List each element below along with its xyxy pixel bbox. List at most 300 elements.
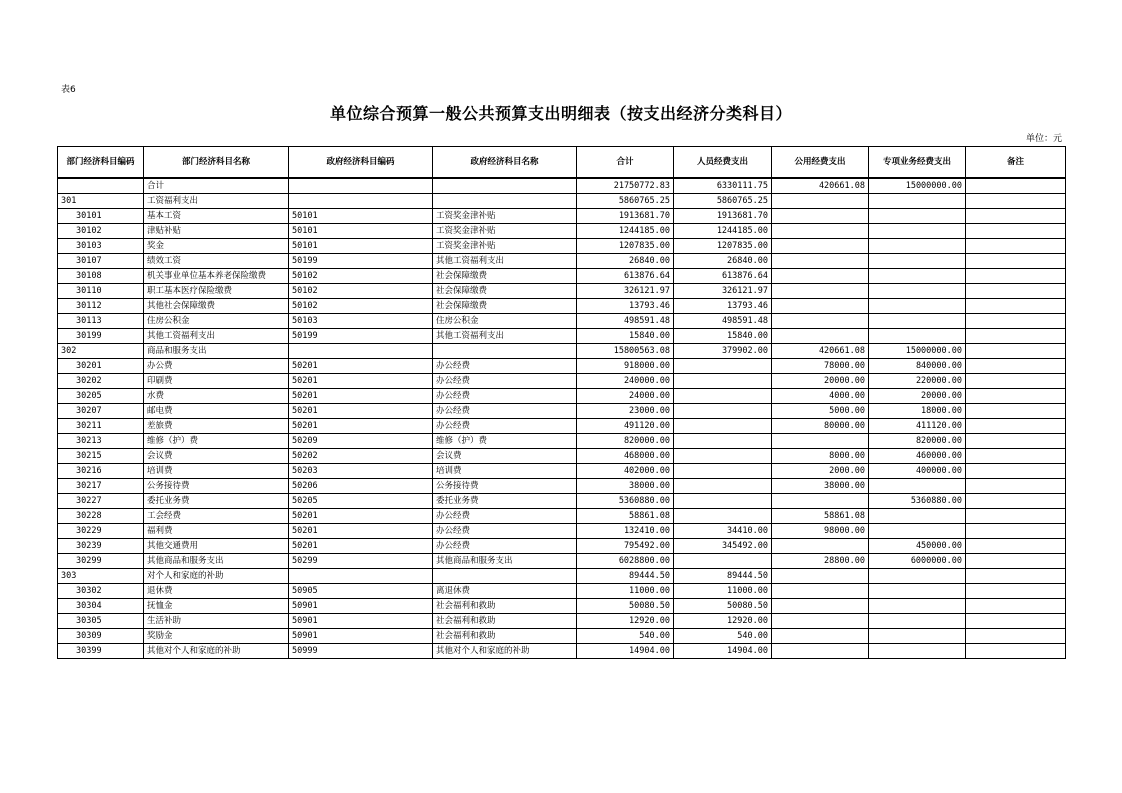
gov-name-cell: 维修（护）费: [433, 434, 577, 449]
special-cell: [869, 239, 966, 254]
note-cell: [966, 524, 1066, 539]
dept-name-cell: 印刷费: [144, 374, 289, 389]
gov-name-cell: [433, 344, 577, 359]
total-cell: 468000.00: [577, 449, 674, 464]
dept-code-cell: 30199: [58, 329, 144, 344]
dept-name-cell: 其他商品和服务支出: [144, 554, 289, 569]
dept-name-cell: 其他交通费用: [144, 539, 289, 554]
public-cell: 58861.08: [772, 509, 869, 524]
dept-name-cell: 福利费: [144, 524, 289, 539]
header-gov-name: 政府经济科目名称: [433, 147, 577, 179]
header-dept-code: 部门经济科目编码: [58, 147, 144, 179]
gov-code-cell: 50999: [289, 644, 433, 659]
total-cell: 132410.00: [577, 524, 674, 539]
gov-code-cell: 50901: [289, 629, 433, 644]
gov-code-cell: 50203: [289, 464, 433, 479]
total-cell: 820000.00: [577, 434, 674, 449]
dept-name-cell: 机关事业单位基本养老保险缴费: [144, 269, 289, 284]
header-public: 公用经费支出: [772, 147, 869, 179]
special-cell: [869, 194, 966, 209]
gov-code-cell: 50103: [289, 314, 433, 329]
special-cell: [869, 299, 966, 314]
dept-name-cell: 工资福利支出: [144, 194, 289, 209]
total-cell: 50080.50: [577, 599, 674, 614]
public-cell: [772, 644, 869, 659]
gov-name-cell: 其他工资福利支出: [433, 329, 577, 344]
gov-name-cell: 办公经费: [433, 404, 577, 419]
note-cell: [966, 359, 1066, 374]
gov-name-cell: 其他对个人和家庭的补助: [433, 644, 577, 659]
public-cell: 5000.00: [772, 404, 869, 419]
gov-code-cell: 50901: [289, 599, 433, 614]
note-cell: [966, 644, 1066, 659]
table-row: [58, 644, 1066, 659]
personnel-cell: [674, 479, 772, 494]
personnel-cell: [674, 404, 772, 419]
note-cell: [966, 224, 1066, 239]
gov-name-cell: 社会福利和救助: [433, 614, 577, 629]
gov-code-cell: 50209: [289, 434, 433, 449]
total-cell: 15840.00: [577, 329, 674, 344]
total-cell: 11000.00: [577, 584, 674, 599]
gov-name-cell: 工资奖金津补贴: [433, 239, 577, 254]
note-cell: [966, 479, 1066, 494]
special-cell: [869, 614, 966, 629]
special-cell: [869, 479, 966, 494]
total-cell: 1913681.70: [577, 209, 674, 224]
note-cell: [966, 344, 1066, 359]
dept-code-cell: 30399: [58, 644, 144, 659]
special-cell: [869, 314, 966, 329]
personnel-cell: 12920.00: [674, 614, 772, 629]
dept-name-cell: 维修（护）费: [144, 434, 289, 449]
unit-label: 单位：元: [1025, 134, 1062, 144]
table-row: [58, 584, 1066, 599]
public-cell: [772, 254, 869, 269]
gov-code-cell: 50102: [289, 269, 433, 284]
note-cell: [966, 599, 1066, 614]
note-cell: [966, 374, 1066, 389]
table-row: [58, 569, 1066, 584]
dept-code-cell: 303: [58, 569, 144, 584]
note-cell: [966, 254, 1066, 269]
total-cell: 12920.00: [577, 614, 674, 629]
table-row: [58, 419, 1066, 434]
table-row: [58, 284, 1066, 299]
dept-code-cell: 30302: [58, 584, 144, 599]
public-cell: [772, 569, 869, 584]
table-row: [58, 209, 1066, 224]
personnel-cell: 50080.50: [674, 599, 772, 614]
note-cell: [966, 209, 1066, 224]
gov-code-cell: 50201: [289, 359, 433, 374]
dept-name-cell: 委托业务费: [144, 494, 289, 509]
note-cell: [966, 554, 1066, 569]
gov-code-cell: 50201: [289, 419, 433, 434]
dept-name-cell: 商品和服务支出: [144, 344, 289, 359]
gov-code-cell: 50299: [289, 554, 433, 569]
special-cell: 460000.00: [869, 449, 966, 464]
total-cell: 918000.00: [577, 359, 674, 374]
dept-code-cell: 30101: [58, 209, 144, 224]
total-cell: 795492.00: [577, 539, 674, 554]
gov-code-cell: 50201: [289, 539, 433, 554]
gov-name-cell: 社会福利和救助: [433, 629, 577, 644]
note-cell: [966, 299, 1066, 314]
table-row: [58, 554, 1066, 569]
table-row: [58, 614, 1066, 629]
table-row: [58, 404, 1066, 419]
dept-name-cell: 其他对个人和家庭的补助: [144, 644, 289, 659]
special-cell: 18000.00: [869, 404, 966, 419]
note-cell: [966, 284, 1066, 299]
note-cell: [966, 239, 1066, 254]
dept-name-cell: 邮电费: [144, 404, 289, 419]
gov-code-cell: 50205: [289, 494, 433, 509]
personnel-cell: 326121.97: [674, 284, 772, 299]
dept-code-cell: 302: [58, 344, 144, 359]
dept-name-cell: 奖励金: [144, 629, 289, 644]
gov-name-cell: 办公经费: [433, 524, 577, 539]
personnel-cell: 14904.00: [674, 644, 772, 659]
special-cell: 220000.00: [869, 374, 966, 389]
gov-name-cell: 办公经费: [433, 374, 577, 389]
dept-code-cell: 30239: [58, 539, 144, 554]
total-cell: 5860765.25: [577, 194, 674, 209]
header-personnel: 人员经费支出: [674, 147, 772, 179]
dept-code-cell: 30227: [58, 494, 144, 509]
table-row: [58, 224, 1066, 239]
total-cell: 240000.00: [577, 374, 674, 389]
note-cell: [966, 464, 1066, 479]
table-row: [58, 494, 1066, 509]
special-cell: 20000.00: [869, 389, 966, 404]
special-cell: [869, 584, 966, 599]
personnel-cell: 26840.00: [674, 254, 772, 269]
total-cell: 38000.00: [577, 479, 674, 494]
gov-name-cell: 培训费: [433, 464, 577, 479]
dept-code-cell: 30201: [58, 359, 144, 374]
public-cell: [772, 269, 869, 284]
personnel-cell: [674, 554, 772, 569]
gov-code-cell: 50201: [289, 374, 433, 389]
gov-code-cell: 50102: [289, 284, 433, 299]
note-cell: [966, 329, 1066, 344]
gov-code-cell: 50102: [289, 299, 433, 314]
gov-name-cell: 社会保障缴费: [433, 299, 577, 314]
total-cell: 6028800.00: [577, 554, 674, 569]
header-gov-code: 政府经济科目编码: [289, 147, 433, 179]
gov-name-cell: 离退休费: [433, 584, 577, 599]
special-cell: 5360880.00: [869, 494, 966, 509]
personnel-cell: [674, 494, 772, 509]
personnel-cell: [674, 419, 772, 434]
header-total: 合计: [577, 147, 674, 179]
total-cell: 23000.00: [577, 404, 674, 419]
note-cell: [966, 314, 1066, 329]
dept-code-cell: 301: [58, 194, 144, 209]
personnel-cell: 379902.00: [674, 344, 772, 359]
gov-code-cell: [289, 194, 433, 209]
dept-code-cell: [58, 178, 144, 194]
dept-name-cell: 会议费: [144, 449, 289, 464]
special-cell: [869, 524, 966, 539]
dept-name-cell: 退休费: [144, 584, 289, 599]
header-dept-name: 部门经济科目名称: [144, 147, 289, 179]
dept-code-cell: 30217: [58, 479, 144, 494]
dept-name-cell: 职工基本医疗保险缴费: [144, 284, 289, 299]
total-cell: 14904.00: [577, 644, 674, 659]
gov-name-cell: [433, 194, 577, 209]
total-cell: 5360880.00: [577, 494, 674, 509]
table-number: 表6: [61, 85, 76, 95]
personnel-cell: 11000.00: [674, 584, 772, 599]
total-cell: 15800563.08: [577, 344, 674, 359]
note-cell: [966, 539, 1066, 554]
gov-name-cell: 办公经费: [433, 509, 577, 524]
gov-name-cell: 社会保障缴费: [433, 284, 577, 299]
note-cell: [966, 614, 1066, 629]
dept-name-cell: 差旅费: [144, 419, 289, 434]
dept-code-cell: 30229: [58, 524, 144, 539]
public-cell: [772, 239, 869, 254]
table-row: [58, 599, 1066, 614]
public-cell: 78000.00: [772, 359, 869, 374]
public-cell: [772, 209, 869, 224]
dept-code-cell: 30213: [58, 434, 144, 449]
special-cell: 6000000.00: [869, 554, 966, 569]
table-row: [58, 434, 1066, 449]
total-cell: 540.00: [577, 629, 674, 644]
dept-name-cell: 合计: [144, 178, 289, 194]
table-row: [58, 374, 1066, 389]
gov-name-cell: 会议费: [433, 449, 577, 464]
gov-code-cell: 50201: [289, 509, 433, 524]
gov-name-cell: 其他商品和服务支出: [433, 554, 577, 569]
gov-name-cell: [433, 178, 577, 194]
gov-code-cell: 50905: [289, 584, 433, 599]
special-cell: [869, 329, 966, 344]
total-cell: 26840.00: [577, 254, 674, 269]
gov-code-cell: [289, 178, 433, 194]
personnel-cell: [674, 374, 772, 389]
special-cell: 400000.00: [869, 464, 966, 479]
table-row: [58, 389, 1066, 404]
table-row: [58, 479, 1066, 494]
gov-code-cell: 50206: [289, 479, 433, 494]
note-cell: [966, 269, 1066, 284]
special-cell: [869, 224, 966, 239]
note-cell: [966, 449, 1066, 464]
table-row: [58, 299, 1066, 314]
special-cell: [869, 269, 966, 284]
gov-code-cell: 50202: [289, 449, 433, 464]
gov-name-cell: 办公经费: [433, 539, 577, 554]
public-cell: 420661.08: [772, 344, 869, 359]
dept-code-cell: 30113: [58, 314, 144, 329]
gov-code-cell: 50201: [289, 389, 433, 404]
table-row: [58, 254, 1066, 269]
public-cell: [772, 539, 869, 554]
header-special: 专项业务经费支出: [869, 147, 966, 179]
dept-code-cell: 30216: [58, 464, 144, 479]
public-cell: 80000.00: [772, 419, 869, 434]
personnel-cell: 13793.46: [674, 299, 772, 314]
note-cell: [966, 389, 1066, 404]
table-row: [58, 329, 1066, 344]
table-body: [58, 178, 1066, 659]
public-cell: [772, 599, 869, 614]
note-cell: [966, 584, 1066, 599]
dept-code-cell: 30309: [58, 629, 144, 644]
personnel-cell: 1913681.70: [674, 209, 772, 224]
personnel-cell: 6330111.75: [674, 178, 772, 194]
special-cell: 820000.00: [869, 434, 966, 449]
personnel-cell: 498591.48: [674, 314, 772, 329]
dept-name-cell: 公务接待费: [144, 479, 289, 494]
gov-code-cell: 50199: [289, 254, 433, 269]
dept-code-cell: 30108: [58, 269, 144, 284]
header-note: 备注: [966, 147, 1066, 179]
page-title: 单位综合预算一般公共预算支出明细表（按支出经济分类科目）: [329, 104, 792, 123]
personnel-cell: 613876.64: [674, 269, 772, 284]
note-cell: [966, 194, 1066, 209]
dept-name-cell: 水费: [144, 389, 289, 404]
public-cell: [772, 629, 869, 644]
gov-name-cell: 社会保障缴费: [433, 269, 577, 284]
public-cell: [772, 614, 869, 629]
table-row: [58, 314, 1066, 329]
dept-name-cell: 基本工资: [144, 209, 289, 224]
total-cell: 613876.64: [577, 269, 674, 284]
special-cell: 411120.00: [869, 419, 966, 434]
total-cell: 89444.50: [577, 569, 674, 584]
public-cell: 98000.00: [772, 524, 869, 539]
special-cell: [869, 254, 966, 269]
dept-name-cell: 绩效工资: [144, 254, 289, 269]
public-cell: 420661.08: [772, 178, 869, 194]
table-row: [58, 239, 1066, 254]
gov-name-cell: 办公经费: [433, 419, 577, 434]
table-row: [58, 194, 1066, 209]
gov-name-cell: 办公经费: [433, 359, 577, 374]
dept-name-cell: 生活补助: [144, 614, 289, 629]
dept-code-cell: 30110: [58, 284, 144, 299]
public-cell: 8000.00: [772, 449, 869, 464]
total-cell: 498591.48: [577, 314, 674, 329]
dept-name-cell: 其他工资福利支出: [144, 329, 289, 344]
special-cell: [869, 569, 966, 584]
table-row: [58, 629, 1066, 644]
special-cell: 840000.00: [869, 359, 966, 374]
public-cell: [772, 224, 869, 239]
special-cell: [869, 629, 966, 644]
special-cell: [869, 209, 966, 224]
special-cell: [869, 284, 966, 299]
table-row: [58, 449, 1066, 464]
header-row: [58, 147, 1066, 179]
public-cell: [772, 284, 869, 299]
special-cell: 15000000.00: [869, 344, 966, 359]
public-cell: [772, 314, 869, 329]
dept-code-cell: 30102: [58, 224, 144, 239]
personnel-cell: 15840.00: [674, 329, 772, 344]
note-cell: [966, 178, 1066, 194]
public-cell: [772, 299, 869, 314]
gov-name-cell: 其他工资福利支出: [433, 254, 577, 269]
gov-code-cell: 50201: [289, 404, 433, 419]
public-cell: [772, 584, 869, 599]
dept-code-cell: 30211: [58, 419, 144, 434]
public-cell: [772, 494, 869, 509]
dept-name-cell: 住房公积金: [144, 314, 289, 329]
gov-code-cell: 50901: [289, 614, 433, 629]
gov-code-cell: 50201: [289, 524, 433, 539]
gov-name-cell: 工资奖金津补贴: [433, 209, 577, 224]
note-cell: [966, 419, 1066, 434]
gov-code-cell: 50101: [289, 224, 433, 239]
table-row: [58, 269, 1066, 284]
gov-name-cell: 社会福利和救助: [433, 599, 577, 614]
total-cell: 1207835.00: [577, 239, 674, 254]
table-row: [58, 359, 1066, 374]
public-cell: [772, 194, 869, 209]
gov-name-cell: 住房公积金: [433, 314, 577, 329]
total-cell: 58861.08: [577, 509, 674, 524]
total-cell: 402000.00: [577, 464, 674, 479]
personnel-cell: [674, 434, 772, 449]
dept-name-cell: 抚恤金: [144, 599, 289, 614]
dept-code-cell: 30107: [58, 254, 144, 269]
gov-name-cell: 工资奖金津补贴: [433, 224, 577, 239]
personnel-cell: 5860765.25: [674, 194, 772, 209]
personnel-cell: 89444.50: [674, 569, 772, 584]
table-row: [58, 464, 1066, 479]
table-row: [58, 539, 1066, 554]
dept-code-cell: 30202: [58, 374, 144, 389]
personnel-cell: [674, 389, 772, 404]
personnel-cell: [674, 509, 772, 524]
gov-name-cell: 委托业务费: [433, 494, 577, 509]
table-row: [58, 344, 1066, 359]
total-cell: 21750772.83: [577, 178, 674, 194]
personnel-cell: 540.00: [674, 629, 772, 644]
dept-code-cell: 30205: [58, 389, 144, 404]
public-cell: 2000.00: [772, 464, 869, 479]
table-row: [58, 509, 1066, 524]
dept-code-cell: 30228: [58, 509, 144, 524]
gov-code-cell: [289, 569, 433, 584]
total-cell: 24000.00: [577, 389, 674, 404]
dept-code-cell: 30299: [58, 554, 144, 569]
gov-name-cell: 办公经费: [433, 389, 577, 404]
dept-code-cell: 30103: [58, 239, 144, 254]
public-cell: 20000.00: [772, 374, 869, 389]
dept-name-cell: 其他社会保障缴费: [144, 299, 289, 314]
gov-code-cell: [289, 344, 433, 359]
dept-code-cell: 30304: [58, 599, 144, 614]
dept-name-cell: 办公费: [144, 359, 289, 374]
dept-code-cell: 30112: [58, 299, 144, 314]
note-cell: [966, 569, 1066, 584]
note-cell: [966, 509, 1066, 524]
table-row: [58, 178, 1066, 194]
dept-name-cell: 奖金: [144, 239, 289, 254]
dept-name-cell: 对个人和家庭的补助: [144, 569, 289, 584]
gov-code-cell: 50101: [289, 209, 433, 224]
special-cell: [869, 644, 966, 659]
total-cell: 491120.00: [577, 419, 674, 434]
